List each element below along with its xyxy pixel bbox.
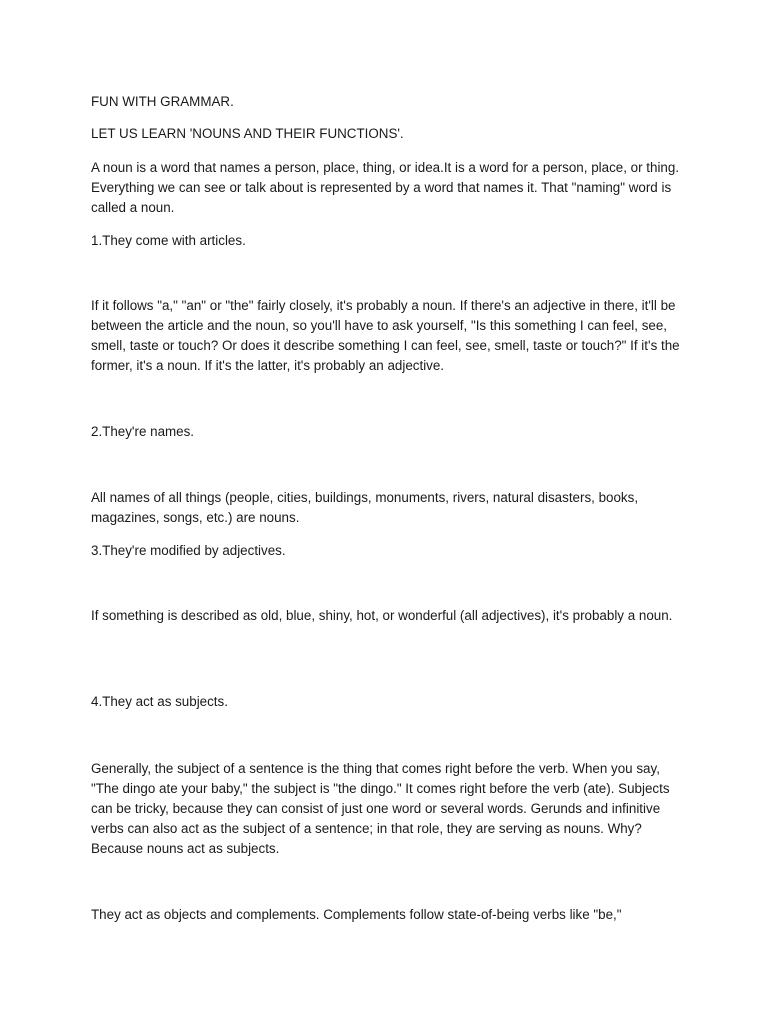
point2-paragraph: All names of all things (people, cities, buildings, monuments, rivers, natural disasters, books, magazines, songs, etc.) are nouns. (91, 490, 639, 525)
point2-heading: 2.They're names. (91, 424, 195, 439)
point4-paragraph: Generally, the subject of a sentence is the thing that comes right before the verb. When you say, "The dingo ate your baby," the subject is "the dingo." It comes right before the verb (ate). Subjects can be tricky, because they can consist of just one word or several words. Gerunds and infinitive verbs can also act as the subject of a sentence; in that role, they are serving as nouns. Why? Because nouns act as subjects. (91, 761, 670, 856)
point5-paragraph: They act as objects and complements. Complements follow state-of-being verbs like "be," (91, 907, 622, 922)
point3-paragraph: If something is described as old, blue, shiny, hot, or wonderful (all adjectives), it's probably a noun. (91, 608, 673, 623)
document-title: FUN WITH GRAMMAR. (91, 94, 234, 109)
point1-heading: 1.They come with articles. (91, 233, 246, 248)
point1-paragraph: If it follows "a," "an" or "the" fairly closely, it's probably a noun. If there's an adjective in there, it'll be between the article and the noun, so you'll have to ask yourself, "Is this something I can feel, see, smell, taste or touch? Or does it describe something I can feel, see, smell, taste or touch?" If it's the former, it's a noun. If it's the latter, it's probably an adjective. (91, 298, 680, 373)
point4-heading: 4.They act as subjects. (91, 694, 228, 709)
point3-heading: 3.They're modified by adjectives. (91, 543, 286, 558)
intro-paragraph: A noun is a word that names a person, place, thing, or idea.It is a word for a person, place, or thing. Everything we can see or talk about is represented by a word that names it. That "naming" word is called a noun. (91, 160, 680, 215)
document-subtitle: LET US LEARN 'NOUNS AND THEIR FUNCTIONS'. (91, 126, 404, 141)
